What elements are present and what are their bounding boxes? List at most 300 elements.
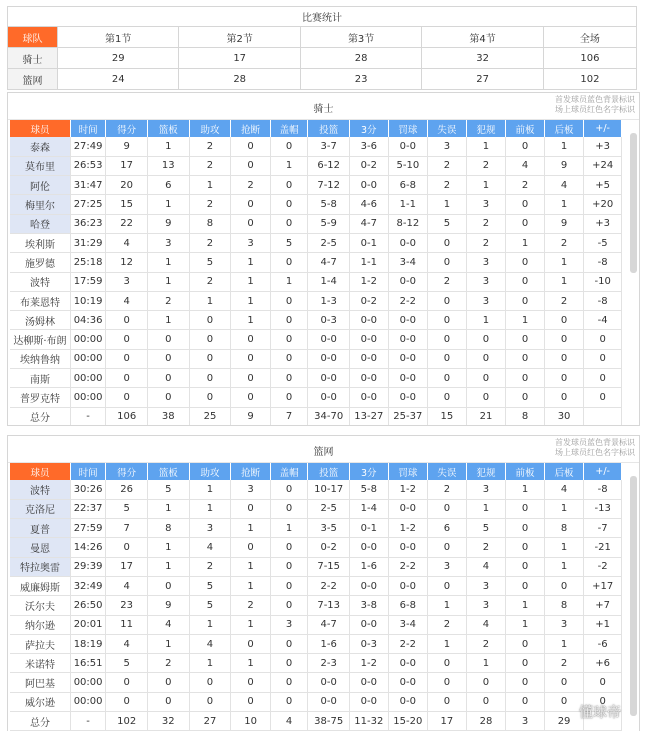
stat-cell: 9 <box>147 596 189 615</box>
stat-cell: 0 <box>584 369 622 388</box>
legend-oncourt-note: 场上球员红色名字标识 <box>555 448 635 457</box>
stat-cell: 1 <box>231 272 271 291</box>
stat-cell: 0-0 <box>388 330 428 349</box>
stat-cell: 3 <box>466 576 506 595</box>
stat-cell: 9 <box>106 137 148 156</box>
stat-cell: 3 <box>231 480 271 499</box>
stat-cell: 9 <box>147 214 189 233</box>
stat-cell: 1 <box>466 499 506 518</box>
stat-cell: -6 <box>584 634 622 653</box>
total-cell: 32 <box>147 712 189 731</box>
stat-cell: +3 <box>584 214 622 233</box>
stat-cell: 0 <box>189 311 231 330</box>
stat-cell: 0 <box>428 369 467 388</box>
stat-cell: 0 <box>544 576 584 595</box>
player-name: 夏普 <box>10 519 70 538</box>
stat-cell: 04:36 <box>70 311 105 330</box>
stat-cell: 0-0 <box>308 349 350 368</box>
stat-cell: 0 <box>428 673 467 692</box>
stat-cell: 4-7 <box>308 253 350 272</box>
stat-cell: 0 <box>106 692 148 711</box>
stat-cell: 1 <box>189 654 231 673</box>
column-header: 投篮 <box>308 463 350 480</box>
player-row <box>10 195 622 214</box>
summary-score: 17 <box>179 48 300 69</box>
stat-cell: 27:25 <box>70 195 105 214</box>
team-title: 骑士 <box>313 104 334 115</box>
stat-cell: -2 <box>584 557 622 576</box>
stat-cell: 0 <box>584 349 622 368</box>
stat-cell: 0 <box>231 137 271 156</box>
stat-cell: 1 <box>231 519 271 538</box>
total-cell: 30 <box>544 407 584 426</box>
stat-cell: -7 <box>584 519 622 538</box>
stat-cell: 11 <box>106 615 148 634</box>
player-row <box>10 480 622 499</box>
stat-cell: 0 <box>189 349 231 368</box>
stat-cell: -8 <box>584 291 622 310</box>
stat-cell: 2 <box>544 291 584 310</box>
panel-header <box>8 436 639 463</box>
stat-cell: 1 <box>189 615 231 634</box>
stat-cell: 0 <box>147 349 189 368</box>
stat-cell: 0 <box>544 330 584 349</box>
stat-cell: 17 <box>106 156 148 175</box>
stat-cell: 0-0 <box>350 538 389 557</box>
stat-cell: 32:49 <box>70 576 105 595</box>
stat-cell: 2 <box>189 272 231 291</box>
stat-cell: 1-1 <box>350 253 389 272</box>
column-header: 3分 <box>350 463 389 480</box>
stat-cell: 0 <box>231 195 271 214</box>
stat-cell: 8-12 <box>388 214 428 233</box>
player-row <box>10 519 622 538</box>
column-header: 时间 <box>70 463 105 480</box>
stat-cell: 0-0 <box>388 369 428 388</box>
column-header: 球员 <box>10 463 70 480</box>
total-cell: 15-20 <box>388 712 428 731</box>
legend-starter-note: 首发球员蓝色背景标识 <box>555 438 635 447</box>
player-name: 泰森 <box>10 137 70 156</box>
player-name: 米诺特 <box>10 654 70 673</box>
stat-cell: 1 <box>231 557 271 576</box>
stat-cell: -21 <box>584 538 622 557</box>
stat-cell: 1 <box>466 654 506 673</box>
column-header: 抢断 <box>231 463 271 480</box>
stat-cell: 0-0 <box>308 388 350 407</box>
stat-cell: 4-7 <box>308 615 350 634</box>
player-name: 纳尔逊 <box>10 615 70 634</box>
stat-cell: 0 <box>466 369 506 388</box>
stat-cell: 0 <box>466 692 506 711</box>
stat-cell: 0-0 <box>388 311 428 330</box>
table-header-row <box>10 120 622 137</box>
player-row <box>10 557 622 576</box>
stat-cell: 0-1 <box>350 233 389 252</box>
stat-cell: 0-0 <box>350 576 389 595</box>
stat-cell: 4 <box>466 557 506 576</box>
stat-cell: +6 <box>584 654 622 673</box>
stat-cell: 1 <box>544 538 584 557</box>
stat-cell: 3-4 <box>388 253 428 272</box>
stat-cell: 3 <box>189 519 231 538</box>
stat-cell: 26:50 <box>70 596 105 615</box>
column-header: 失误 <box>428 463 467 480</box>
stat-cell: 2-2 <box>388 291 428 310</box>
player-row <box>10 634 622 653</box>
stat-cell: 3 <box>231 233 271 252</box>
summary-team-name: 篮网 <box>8 69 58 90</box>
stat-cell: 1 <box>231 576 271 595</box>
nets-player-table <box>10 463 622 731</box>
stat-cell: 5 <box>106 654 148 673</box>
total-cell: 27 <box>189 712 231 731</box>
player-row <box>10 673 622 692</box>
stat-cell: 4 <box>106 291 148 310</box>
stat-cell: 5-8 <box>308 195 350 214</box>
player-name: 埃纳鲁纳 <box>10 349 70 368</box>
player-row <box>10 576 622 595</box>
stat-cell: 0 <box>231 499 271 518</box>
stat-cell: 12 <box>106 253 148 272</box>
total-cell: 21 <box>466 407 506 426</box>
stat-cell: 3-5 <box>308 519 350 538</box>
stat-cell: 0-0 <box>350 673 389 692</box>
stat-cell: 4 <box>147 615 189 634</box>
legend <box>555 95 635 115</box>
stat-cell: 0 <box>466 330 506 349</box>
player-name: 普罗克特 <box>10 388 70 407</box>
stat-cell: 7-12 <box>308 176 350 195</box>
total-cell: 17 <box>428 712 467 731</box>
player-row <box>10 369 622 388</box>
watermark: 懂球帝 <box>579 705 621 721</box>
stat-cell: 5-10 <box>388 156 428 175</box>
stat-cell: 2 <box>189 137 231 156</box>
stat-cell: 1 <box>231 654 271 673</box>
stat-cell: 4 <box>106 634 148 653</box>
stat-cell: 2 <box>189 557 231 576</box>
stat-cell: 1 <box>544 499 584 518</box>
stat-cell: 1 <box>147 499 189 518</box>
stat-cell: 0 <box>270 654 308 673</box>
stat-cell: 2-2 <box>388 634 428 653</box>
stat-cell: 2-2 <box>388 557 428 576</box>
stat-cell: 30:26 <box>70 480 105 499</box>
player-name: 克洛尼 <box>10 499 70 518</box>
stat-cell: 0-0 <box>308 692 350 711</box>
stat-cell: 0 <box>428 499 467 518</box>
stat-cell: 5 <box>106 499 148 518</box>
stat-cell: 1 <box>270 519 308 538</box>
stat-cell: 1 <box>544 195 584 214</box>
summary-score: 27 <box>422 69 543 90</box>
stat-cell: 0 <box>428 576 467 595</box>
stat-cell: 2 <box>466 214 506 233</box>
stat-cell: 0-0 <box>350 349 389 368</box>
total-cell: 25 <box>189 407 231 426</box>
stat-cell: 0 <box>506 576 545 595</box>
stat-cell: 0-0 <box>388 576 428 595</box>
stat-cell: 0 <box>428 330 467 349</box>
total-cell: 8 <box>506 407 545 426</box>
player-name: 汤姆林 <box>10 311 70 330</box>
summary-total-header: 全场 <box>543 27 636 48</box>
stat-cell: 2 <box>466 538 506 557</box>
stat-cell: 0 <box>106 673 148 692</box>
stat-cell: 0 <box>270 634 308 653</box>
stat-cell: 0 <box>506 195 545 214</box>
stat-cell: -8 <box>584 253 622 272</box>
stat-cell: 1 <box>270 272 308 291</box>
stat-cell: 0 <box>584 330 622 349</box>
stat-cell: 17:59 <box>70 272 105 291</box>
stat-cell: -10 <box>584 272 622 291</box>
stat-cell: 00:00 <box>70 349 105 368</box>
stat-cell: 1 <box>466 311 506 330</box>
summary-score: 24 <box>58 69 179 90</box>
vertical-scrollbar[interactable] <box>630 476 637 716</box>
stat-cell: 4 <box>189 634 231 653</box>
player-row <box>10 499 622 518</box>
total-cell: 38 <box>147 407 189 426</box>
legend <box>555 438 635 458</box>
player-row <box>10 214 622 233</box>
nets-boxscore-panel <box>7 435 640 731</box>
total-cell <box>584 407 622 426</box>
stat-cell: 0 <box>147 388 189 407</box>
stat-cell: 0 <box>270 311 308 330</box>
total-row <box>10 712 622 731</box>
stat-cell: 0 <box>544 388 584 407</box>
stat-cell: 1 <box>189 176 231 195</box>
stat-cell: 1 <box>506 480 545 499</box>
stat-cell: 0 <box>506 692 545 711</box>
stat-cell: 1-6 <box>308 634 350 653</box>
stat-cell: 0 <box>270 176 308 195</box>
stat-cell: 0 <box>506 291 545 310</box>
stat-cell: 0 <box>270 195 308 214</box>
stat-cell: 0 <box>584 692 622 711</box>
stat-cell: 1 <box>231 615 271 634</box>
stat-cell: 2 <box>428 176 467 195</box>
player-row <box>10 538 622 557</box>
stat-cell: 0 <box>270 538 308 557</box>
stat-cell: 1 <box>189 480 231 499</box>
stat-cell: 2 <box>147 291 189 310</box>
stat-cell: 2 <box>466 233 506 252</box>
column-header: 盖帽 <box>270 120 308 137</box>
stat-cell: 5 <box>428 214 467 233</box>
stat-cell: 27:49 <box>70 137 105 156</box>
stat-cell: 0-0 <box>388 692 428 711</box>
stat-cell: 0 <box>270 557 308 576</box>
player-name: 威尔逊 <box>10 692 70 711</box>
stat-cell: 1 <box>147 634 189 653</box>
stat-cell: 0 <box>106 538 148 557</box>
stat-cell: 0-0 <box>350 615 389 634</box>
summary-q2-header: 第2节 <box>179 27 300 48</box>
stat-cell: 0 <box>506 330 545 349</box>
stat-cell: 3 <box>466 291 506 310</box>
stat-cell: 0 <box>506 137 545 156</box>
stat-cell: 0-0 <box>388 137 428 156</box>
player-name: 达柳斯·布朗 <box>10 330 70 349</box>
stat-cell: 1 <box>466 176 506 195</box>
stat-cell: 0 <box>466 673 506 692</box>
stat-cell: 0-0 <box>388 233 428 252</box>
stat-cell: 0 <box>584 673 622 692</box>
column-header: 得分 <box>106 463 148 480</box>
stat-cell: 0-0 <box>350 176 389 195</box>
stat-cell: 27:59 <box>70 519 105 538</box>
stat-cell: 36:23 <box>70 214 105 233</box>
stat-cell: 22 <box>106 214 148 233</box>
stat-cell: 2-2 <box>308 576 350 595</box>
summary-score: 23 <box>300 69 421 90</box>
cavaliers-boxscore-panel <box>7 92 640 426</box>
stat-cell: 1 <box>428 634 467 653</box>
stat-cell: 0 <box>106 349 148 368</box>
stat-cell: 1-2 <box>388 480 428 499</box>
stat-cell: 5 <box>466 519 506 538</box>
stat-cell: 0 <box>270 576 308 595</box>
column-header: 得分 <box>106 120 148 137</box>
stat-cell: 0 <box>231 369 271 388</box>
stat-cell: 2 <box>428 156 467 175</box>
player-name: 沃尔夫 <box>10 596 70 615</box>
player-row <box>10 272 622 291</box>
stat-cell: 0-0 <box>308 673 350 692</box>
stat-cell: +3 <box>584 137 622 156</box>
column-header: 盖帽 <box>270 463 308 480</box>
stat-cell: 0 <box>189 388 231 407</box>
stat-cell: 00:00 <box>70 388 105 407</box>
player-row <box>10 253 622 272</box>
stat-cell: 1 <box>544 253 584 272</box>
summary-score: 106 <box>543 48 636 69</box>
column-header: 罚球 <box>388 463 428 480</box>
stat-cell: 10-17 <box>308 480 350 499</box>
stat-cell: 20:01 <box>70 615 105 634</box>
stat-cell: 0 <box>506 519 545 538</box>
stat-cell: 0 <box>428 654 467 673</box>
stat-cell: 0 <box>147 330 189 349</box>
stat-cell: 29:39 <box>70 557 105 576</box>
stat-cell: 0 <box>270 499 308 518</box>
player-row <box>10 615 622 634</box>
stat-cell: 0 <box>428 349 467 368</box>
stat-cell: 8 <box>189 214 231 233</box>
total-row <box>10 407 622 426</box>
stat-cell: 2 <box>147 654 189 673</box>
stat-cell: 1 <box>270 156 308 175</box>
stat-cell: 7-15 <box>308 557 350 576</box>
stat-cell: 6 <box>428 519 467 538</box>
stat-cell: 0 <box>506 557 545 576</box>
player-row <box>10 156 622 175</box>
stat-cell: 0 <box>466 349 506 368</box>
stat-cell: 2 <box>189 233 231 252</box>
stat-cell: 0 <box>231 388 271 407</box>
stat-cell: 1 <box>506 233 545 252</box>
stat-cell: 5 <box>189 576 231 595</box>
stat-cell: 3-7 <box>308 137 350 156</box>
player-name: 威廉姆斯 <box>10 576 70 595</box>
stat-cell: 0 <box>189 330 231 349</box>
legend-oncourt-note: 场上球员红色名字标识 <box>555 105 635 114</box>
stat-cell: 0 <box>270 330 308 349</box>
stat-cell: 0 <box>231 214 271 233</box>
stat-cell: 3 <box>466 272 506 291</box>
stat-cell: 1 <box>147 311 189 330</box>
total-cell: 28 <box>466 712 506 731</box>
stat-cell: 0 <box>506 538 545 557</box>
column-header: +/- <box>584 463 622 480</box>
column-header: 篮板 <box>147 120 189 137</box>
stat-cell: 0 <box>106 369 148 388</box>
stat-cell: 0 <box>506 214 545 233</box>
stat-cell: 0-0 <box>350 692 389 711</box>
stat-cell: 0-0 <box>388 388 428 407</box>
stat-cell: 1-4 <box>350 499 389 518</box>
stat-cell: 4-7 <box>350 214 389 233</box>
stat-cell: 0 <box>428 692 467 711</box>
column-header: 失误 <box>428 120 467 137</box>
stat-cell: 7-13 <box>308 596 350 615</box>
stat-cell: 0 <box>270 253 308 272</box>
stat-cell: 1 <box>189 291 231 310</box>
player-name: 曼恩 <box>10 538 70 557</box>
stat-cell: 1 <box>544 557 584 576</box>
player-name: 布莱恩特 <box>10 291 70 310</box>
player-row <box>10 349 622 368</box>
stat-cell: 1-2 <box>388 519 428 538</box>
stat-cell: 0 <box>506 654 545 673</box>
player-row <box>10 233 622 252</box>
summary-row-cavaliers <box>8 48 637 69</box>
player-name: 萨拉夫 <box>10 634 70 653</box>
stat-cell: 0 <box>506 253 545 272</box>
vertical-scrollbar[interactable] <box>630 133 637 273</box>
stat-cell: 14:26 <box>70 538 105 557</box>
player-row <box>10 311 622 330</box>
column-header: 后板 <box>544 120 584 137</box>
stat-cell: 18:19 <box>70 634 105 653</box>
stat-cell: 0 <box>506 272 545 291</box>
table-header-row <box>10 463 622 480</box>
stat-cell: 0 <box>270 673 308 692</box>
player-name: 梅里尔 <box>10 195 70 214</box>
player-name: 阿巴基 <box>10 673 70 692</box>
stat-cell: 0 <box>270 480 308 499</box>
stat-cell: 6-12 <box>308 156 350 175</box>
stat-cell: 0 <box>544 311 584 330</box>
stat-cell: 1 <box>428 195 467 214</box>
stat-cell: 1-2 <box>350 272 389 291</box>
stat-cell: 4 <box>106 233 148 252</box>
stat-cell: 2 <box>428 272 467 291</box>
stat-cell: 0 <box>147 673 189 692</box>
stat-cell: 1 <box>544 137 584 156</box>
stat-cell: +20 <box>584 195 622 214</box>
stat-cell: 2 <box>466 156 506 175</box>
team-title: 篮网 <box>313 447 334 458</box>
column-header: 后板 <box>544 463 584 480</box>
stat-cell: 0-2 <box>350 156 389 175</box>
stat-cell: 1 <box>189 499 231 518</box>
stat-cell: 0 <box>270 692 308 711</box>
